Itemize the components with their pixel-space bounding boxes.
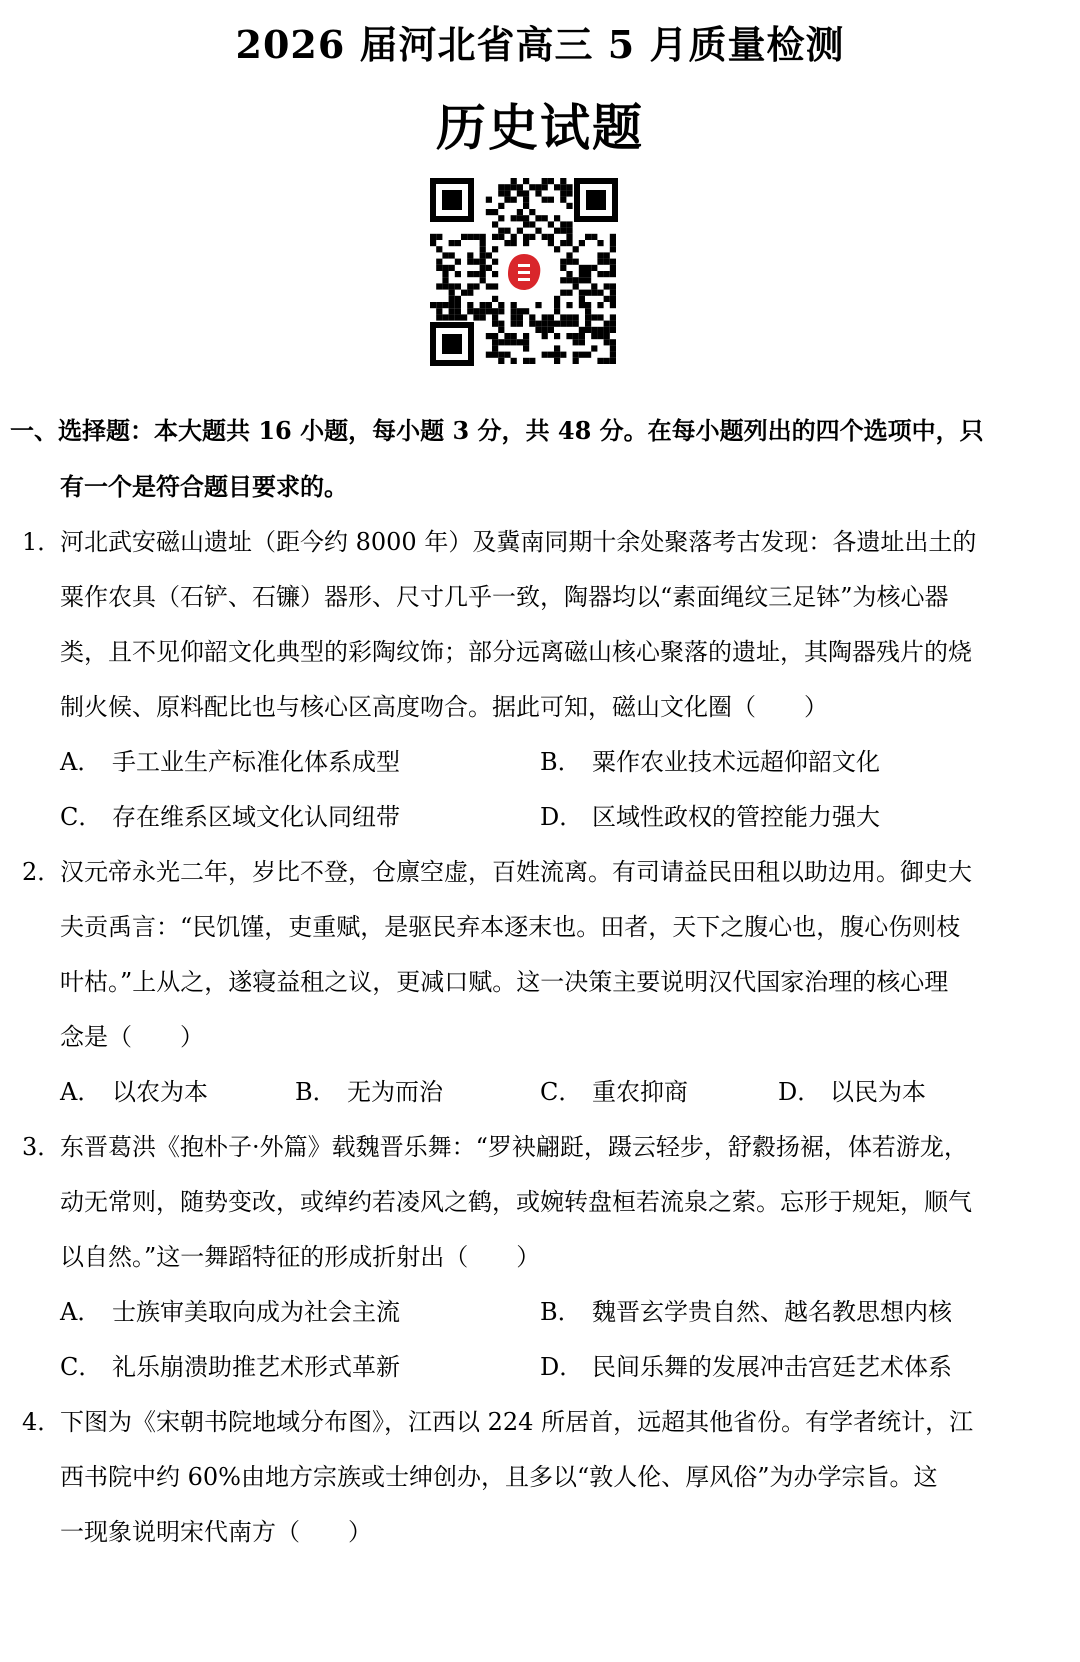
question-text-line: 河北武安磁山遗址（距今约 8000 年）及冀南同期十余处聚落考古发现：各遗址出土的 [60, 528, 977, 556]
question-text-line: 粟作农具（石铲、石镰）器形、尺寸几乎一致，陶器均以“素面绳纹三足钵”为核心器 [60, 583, 949, 611]
option-a[interactable] [60, 747, 400, 777]
section-heading-line1: 一、选择题：本大题共 16 小题，每小题 3 分，共 48 分。在每小题列出的四个选项中，只 [10, 416, 984, 445]
option-text: 礼乐崩溃助推艺术形式革新 [112, 1353, 400, 1381]
question-text-line: 以自然。”这一舞蹈特征的形成折射出（ ） [60, 1243, 541, 1271]
question-text-line: 叶枯。”上从之，遂寝益租之议，更减口赋。这一决策主要说明汉代国家治理的核心理 [60, 968, 949, 996]
option-label: B． [295, 1078, 337, 1106]
question-number: 4． [22, 1408, 62, 1436]
option-text: 魏晋玄学贵自然、越名教思想内核 [592, 1298, 952, 1326]
question-text-line: 一现象说明宋代南方（ ） [60, 1518, 372, 1546]
qr-code-icon [430, 178, 618, 366]
option-text: 重农抑商 [592, 1078, 688, 1106]
exam-title: 2026 届河北省高三 5 月质量检测 [235, 22, 845, 67]
option-label: B． [540, 1298, 582, 1326]
option-c[interactable] [60, 802, 400, 832]
option-a[interactable] [60, 1077, 208, 1107]
option-label: D． [540, 803, 584, 831]
option-d[interactable] [540, 802, 880, 832]
option-label: A． [60, 1078, 102, 1106]
option-label: D． [540, 1353, 584, 1381]
question-text-line: 念是（ ） [60, 1023, 204, 1051]
option-text: 存在维系区域文化认同纽带 [112, 803, 400, 831]
option-label: C． [540, 1078, 583, 1106]
option-c[interactable] [60, 1352, 400, 1382]
option-text: 手工业生产标准化体系成型 [112, 748, 400, 776]
option-text: 以民为本 [830, 1078, 926, 1106]
option-label: A． [60, 1298, 102, 1326]
option-b[interactable] [540, 747, 880, 777]
option-label: A． [60, 748, 102, 776]
option-b[interactable] [540, 1297, 952, 1327]
question-text-line: 汉元帝永光二年，岁比不登，仓廪空虚，百姓流离。有司请益民田租以助边用。御史大 [60, 858, 972, 886]
question-text-line: 东晋葛洪《抱朴子·外篇》载魏晋乐舞：“罗袂翩跹，蹑云轻步，舒縠扬裾，体若游龙， [60, 1133, 968, 1161]
option-d[interactable] [540, 1352, 952, 1382]
option-text: 士族审美取向成为社会主流 [112, 1298, 400, 1326]
option-text: 粟作农业技术远超仰韶文化 [592, 748, 880, 776]
question-text-line: 夫贡禹言：“民饥馑，吏重赋，是驱民弃本逐末也。田者，天下之腹心也，腹心伤则枝 [60, 913, 961, 941]
question-number: 2． [22, 858, 62, 886]
option-a[interactable] [60, 1297, 400, 1327]
question-text-line: 制火候、原料配比也与核心区高度吻合。据此可知，磁山文化圈（ ） [60, 693, 828, 721]
option-text: 以农为本 [112, 1078, 208, 1106]
option-label: D． [778, 1078, 822, 1106]
question-text-line: 动无常则，随势变改，或绰约若凌风之鹤，或婉转盘桓若流泉之萦。忘形于规矩，顺气 [60, 1188, 972, 1216]
option-label: B． [540, 748, 582, 776]
question-text-line: 下图为《宋朝书院地域分布图》，江西以 224 所居首，远超其他省份。有学者统计，江 [60, 1408, 974, 1436]
option-text: 区域性政权的管控能力强大 [592, 803, 880, 831]
option-text: 民间乐舞的发展冲击宫廷艺术体系 [592, 1353, 952, 1381]
question-number: 3． [22, 1133, 62, 1161]
option-label: C． [60, 1353, 103, 1381]
question-number: 1． [22, 528, 62, 556]
option-b[interactable] [295, 1077, 443, 1107]
option-text: 无为而治 [347, 1078, 443, 1106]
question-text-line: 西书院中约 60%由地方宗族或士绅创办，且多以“敦人伦、厚风俗”为办学宗旨。这 [60, 1463, 938, 1491]
option-c[interactable] [540, 1077, 688, 1107]
subject-title: 历史试题 [436, 98, 644, 157]
option-label: C． [60, 803, 103, 831]
section-heading-line2: 有一个是符合题目要求的。 [60, 472, 348, 501]
question-text-line: 类，且不见仰韶文化典型的彩陶纹饰；部分远离磁山核心聚落的遗址，其陶器残片的烧 [60, 638, 972, 666]
option-d[interactable] [778, 1077, 926, 1107]
